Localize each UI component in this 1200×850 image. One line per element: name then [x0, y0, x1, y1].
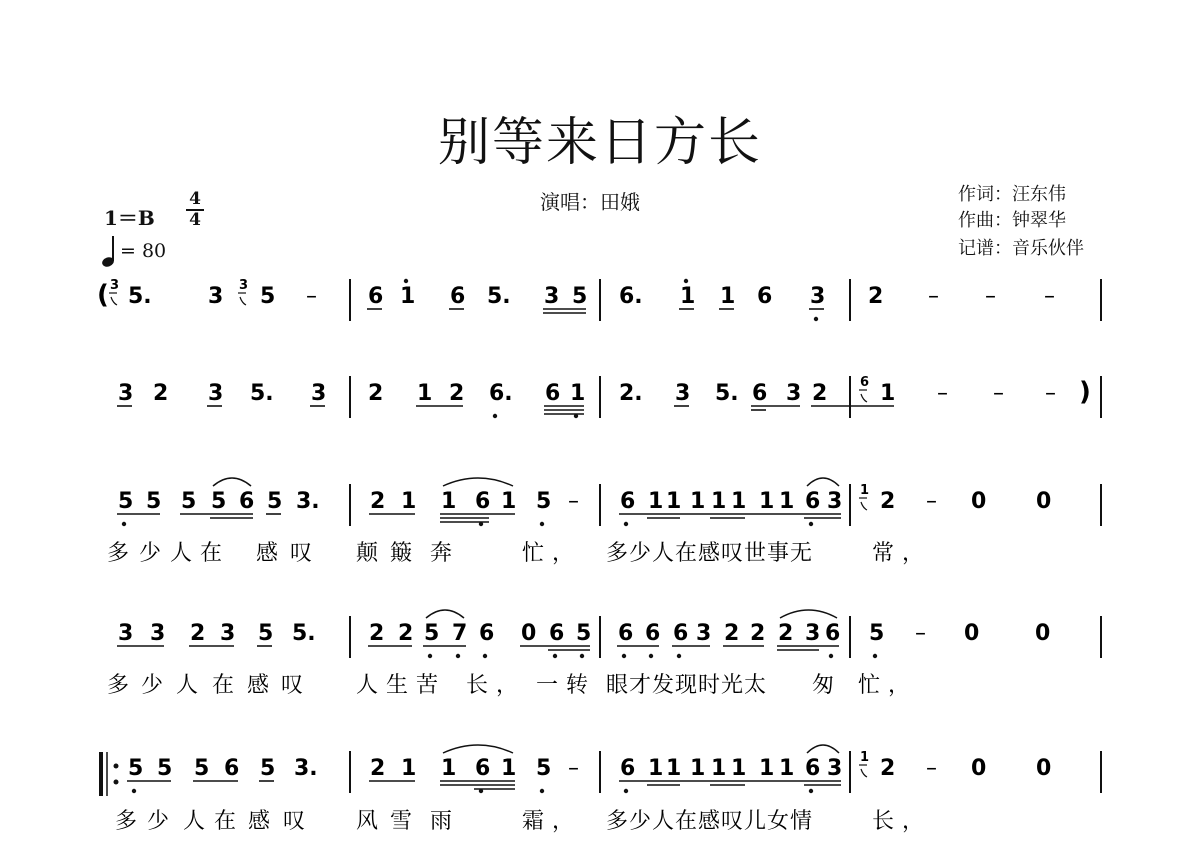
note: 1 — [400, 284, 416, 309]
octave-dot-below — [649, 654, 653, 658]
note: 6 — [805, 756, 821, 781]
note: – — [926, 756, 937, 781]
note: 1 — [417, 381, 433, 406]
lyric: 感 — [247, 673, 278, 698]
octave-dot-below — [624, 522, 628, 526]
note: – — [1045, 381, 1056, 406]
song-title: 别等来日方长 — [437, 113, 762, 173]
grace-note: 6 — [860, 375, 870, 390]
lyric: 长， — [466, 673, 527, 698]
note: 5 — [258, 621, 274, 646]
note: 6 — [825, 621, 841, 646]
slur — [426, 610, 464, 618]
note: 1 — [680, 284, 696, 309]
lyric: 感 — [256, 541, 287, 566]
note: 3. — [294, 756, 318, 781]
note: 3 — [827, 756, 843, 781]
grace-tie — [861, 502, 867, 510]
grace-note: 3 — [239, 278, 249, 293]
note: 1 — [441, 489, 457, 514]
octave-dot-below — [814, 317, 818, 321]
note: 3 — [150, 621, 166, 646]
octave-dot-below — [809, 522, 813, 526]
note: 7 — [452, 621, 468, 646]
note: 5. — [715, 381, 739, 406]
octave-dot-below — [540, 522, 544, 526]
note: 3 — [805, 621, 821, 646]
note: 5 — [157, 756, 173, 781]
grace-note: 3 — [110, 278, 120, 293]
lyric: 多少人在感叹世事无 — [606, 541, 814, 566]
lyric: 忙， — [522, 541, 583, 566]
note: 3 — [118, 381, 134, 406]
repeat-dot — [114, 764, 119, 769]
lyric: 多 — [107, 673, 138, 698]
octave-dot-above — [684, 279, 688, 283]
note: – — [928, 284, 939, 309]
note: 5 — [181, 489, 197, 514]
note: 5. — [487, 284, 511, 309]
grace-tie — [861, 394, 867, 402]
lyric: 眼才发现时光太 — [606, 673, 768, 698]
note: 1 — [570, 381, 586, 406]
note: 6 — [475, 756, 491, 781]
note: – — [985, 284, 996, 309]
note: – — [306, 284, 317, 309]
note: 2 — [368, 381, 384, 406]
note: 6. — [489, 381, 513, 406]
note: 0 — [971, 756, 987, 781]
note: 6 — [368, 284, 384, 309]
note: 5 — [260, 284, 276, 309]
note: 5 — [128, 756, 144, 781]
note: 5. — [292, 621, 316, 646]
time-signature-bottom: 4 — [186, 209, 204, 230]
lyric: 常， — [872, 541, 933, 566]
octave-dot-below — [456, 654, 460, 658]
note: – — [926, 489, 937, 514]
note: 5 — [211, 489, 227, 514]
note: 6 — [805, 489, 821, 514]
lyricist-credit: 作词：汪东伟 — [958, 184, 1066, 205]
lyric: 多 — [115, 809, 146, 834]
lyric: 在 — [200, 541, 231, 566]
lyric: 颠 — [356, 541, 387, 566]
octave-dot-below — [624, 789, 628, 793]
octave-dot-below — [493, 414, 497, 418]
note: 6 — [620, 756, 636, 781]
note: 0 — [1036, 489, 1052, 514]
bracket: ( — [97, 280, 109, 310]
note: 1 — [666, 489, 682, 514]
lyric: 一转 — [536, 673, 597, 698]
note: 3 — [208, 284, 224, 309]
key-signature: 1＝B — [104, 206, 155, 230]
note: 6 — [673, 621, 689, 646]
note: 3 — [544, 284, 560, 309]
composer-credit: 作曲：钟翠华 — [958, 210, 1066, 231]
note: 2 — [190, 621, 206, 646]
note: 2 — [868, 284, 884, 309]
slur — [443, 478, 513, 486]
lyric: 叹 — [281, 673, 312, 698]
octave-dot-below — [622, 654, 626, 658]
note: 6 — [757, 284, 773, 309]
note: 3. — [296, 489, 320, 514]
slur — [807, 478, 839, 486]
note: 6 — [545, 381, 561, 406]
octave-dot-below — [809, 789, 813, 793]
note: 2 — [812, 381, 828, 406]
note: 3 — [311, 381, 327, 406]
note: 5 — [194, 756, 210, 781]
octave-dot-below — [553, 654, 557, 658]
note: 3 — [696, 621, 712, 646]
lyric: 人 — [183, 809, 214, 834]
note: 2 — [369, 621, 385, 646]
lyric: 人生苦 — [356, 673, 447, 698]
note: 1 — [759, 756, 775, 781]
note: 6 — [620, 489, 636, 514]
note: 2 — [724, 621, 740, 646]
note: 0 — [964, 621, 980, 646]
note: 5. — [128, 284, 152, 309]
note: 0 — [971, 489, 987, 514]
note: 5 — [267, 489, 283, 514]
octave-dot-below — [574, 414, 578, 418]
bracket: ) — [1079, 377, 1091, 407]
note: 1 — [779, 489, 795, 514]
note: 5 — [869, 621, 885, 646]
note: 0 — [1035, 621, 1051, 646]
lyric: 人 — [176, 673, 207, 698]
lyric: 簸 — [390, 541, 421, 566]
lyric: 感 — [248, 809, 279, 834]
octave-dot-below — [479, 522, 483, 526]
note: 1 — [711, 489, 727, 514]
note: – — [915, 621, 926, 646]
note: 1 — [731, 489, 747, 514]
note: – — [993, 381, 1004, 406]
note: 6 — [645, 621, 661, 646]
note: 5 — [424, 621, 440, 646]
lyric: 在 — [214, 809, 245, 834]
note: 6 — [618, 621, 634, 646]
note: 6 — [752, 381, 768, 406]
note: 1 — [648, 489, 664, 514]
note: 1 — [779, 756, 795, 781]
note: 3 — [675, 381, 691, 406]
lyric: 叹 — [290, 541, 321, 566]
note: 6 — [224, 756, 240, 781]
note: 1 — [731, 756, 747, 781]
note: – — [568, 489, 579, 514]
lyric: 奔 — [430, 541, 461, 566]
note: 1 — [666, 756, 682, 781]
note: 5 — [118, 489, 134, 514]
note: 2 — [370, 489, 386, 514]
transcriber-credit: 记谱：音乐伙伴 — [958, 238, 1084, 259]
note: 6 — [475, 489, 491, 514]
note: 3 — [810, 284, 826, 309]
note: 2 — [750, 621, 766, 646]
lyric: 匆 — [812, 673, 843, 698]
lyric: 叹 — [283, 809, 314, 834]
note: 5 — [260, 756, 276, 781]
note: 2 — [153, 381, 169, 406]
note: 2 — [778, 621, 794, 646]
lyric: 少 — [147, 809, 178, 834]
lyric: 在 — [212, 673, 243, 698]
note: 1 — [648, 756, 664, 781]
octave-dot-below — [540, 789, 544, 793]
note: 6 — [450, 284, 466, 309]
note: 3 — [220, 621, 236, 646]
note: 6. — [619, 284, 643, 309]
lyric: 雪 — [390, 809, 421, 834]
note: 0 — [521, 621, 537, 646]
lyric: 多 — [107, 541, 138, 566]
grace-tie — [861, 769, 867, 777]
note: 6 — [549, 621, 565, 646]
note: 6 — [239, 489, 255, 514]
note: 6 — [479, 621, 495, 646]
note: 3 — [827, 489, 843, 514]
note: 0 — [1036, 756, 1052, 781]
grace-note: 1 — [860, 750, 870, 765]
note: 1 — [441, 756, 457, 781]
slur — [443, 745, 513, 753]
repeat-dot — [114, 780, 119, 785]
note: 1 — [690, 756, 706, 781]
note: – — [937, 381, 948, 406]
slur — [213, 478, 251, 486]
note: 2 — [398, 621, 414, 646]
lyric: 雨 — [430, 809, 461, 834]
tempo-value: = 80 — [120, 240, 167, 262]
lyric: 多少人在感叹儿女情 — [606, 809, 814, 834]
octave-dot-below — [677, 654, 681, 658]
octave-dot-below — [829, 654, 833, 658]
note: 1 — [720, 284, 736, 309]
note: 5. — [250, 381, 274, 406]
note: 2 — [880, 756, 896, 781]
slur — [807, 745, 839, 753]
note: 2 — [880, 489, 896, 514]
octave-dot-below — [132, 789, 136, 793]
lyric: 少 — [139, 541, 170, 566]
note: 1 — [880, 381, 896, 406]
lyric: 风 — [356, 809, 387, 834]
note: 3 — [118, 621, 134, 646]
note: 1 — [501, 756, 517, 781]
octave-dot-below — [122, 522, 126, 526]
grace-note: 1 — [860, 483, 870, 498]
note: 1 — [401, 489, 417, 514]
note: 1 — [401, 756, 417, 781]
octave-dot-below — [483, 654, 487, 658]
note: 3 — [786, 381, 802, 406]
octave-dot-above — [404, 279, 408, 283]
note: 1 — [711, 756, 727, 781]
octave-dot-below — [428, 654, 432, 658]
note: 2. — [619, 381, 643, 406]
note: 5 — [146, 489, 162, 514]
note: – — [568, 756, 579, 781]
note: 5 — [536, 756, 552, 781]
lyric: 霜， — [522, 809, 583, 834]
note: 2 — [370, 756, 386, 781]
octave-dot-below — [479, 789, 483, 793]
lyric: 少 — [141, 673, 172, 698]
lyric: 人 — [170, 541, 201, 566]
note: 2 — [449, 381, 465, 406]
note: – — [1044, 284, 1055, 309]
slur — [780, 610, 837, 618]
note: 1 — [759, 489, 775, 514]
note: 5 — [576, 621, 592, 646]
note: 3 — [208, 381, 224, 406]
lyric: 忙， — [858, 673, 919, 698]
note: 5 — [536, 489, 552, 514]
note: 1 — [690, 489, 706, 514]
grace-tie — [111, 297, 117, 305]
octave-dot-below — [580, 654, 584, 658]
lyric: 长， — [872, 809, 933, 834]
note: 1 — [501, 489, 517, 514]
grace-tie — [240, 297, 246, 305]
singer-credit: 演唱：田娥 — [540, 190, 640, 214]
octave-dot-below — [873, 654, 877, 658]
note: 5 — [572, 284, 588, 309]
time-signature-top: 4 — [189, 189, 201, 209]
